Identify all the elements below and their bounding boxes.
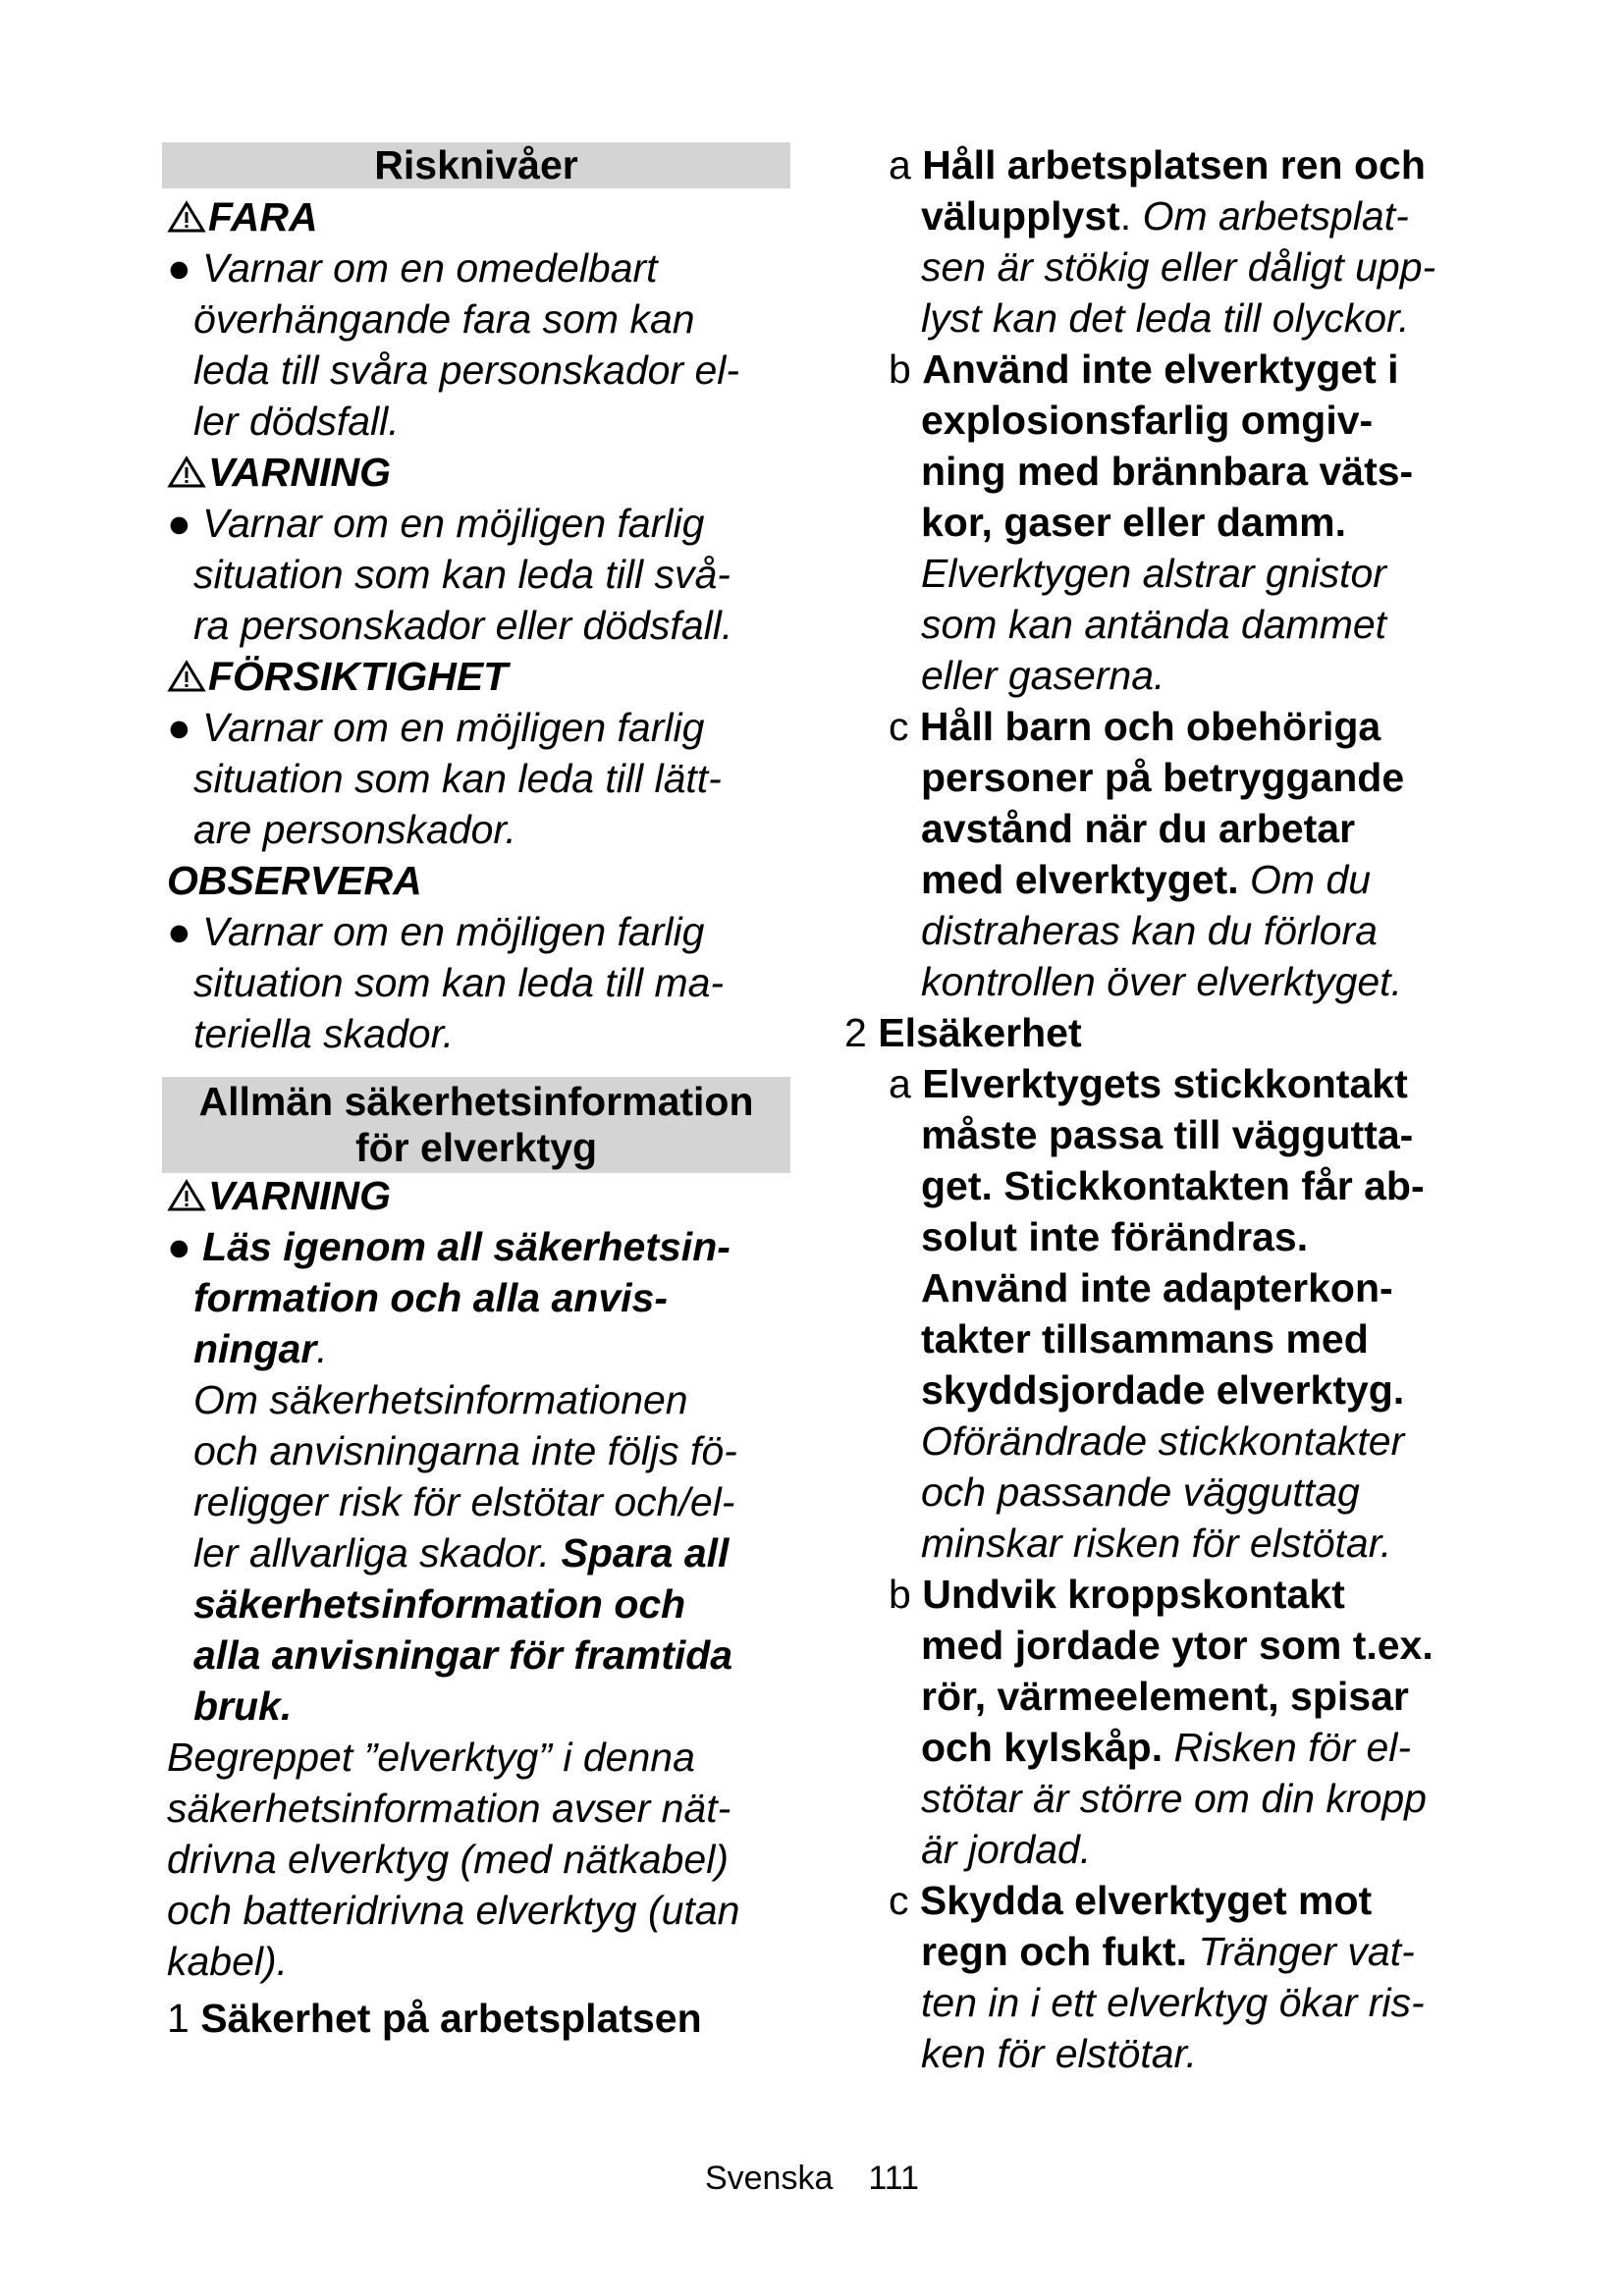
text-line: are personskador.	[193, 807, 516, 852]
text-line: med elverktyget. Om du	[921, 857, 1372, 902]
text-line: drivna elverktyg (med nätkabel)	[167, 1837, 729, 1882]
heading-line: Allmän säkerhetsinformation	[198, 1079, 754, 1124]
text-line: Använd inte adapterkon-	[921, 1265, 1393, 1310]
text-line: stötar är större om din kropp	[921, 1776, 1427, 1821]
text-line: säkerhetsinformation avser nät-	[167, 1786, 731, 1831]
text-line: situation som kan leda till ma-	[193, 960, 725, 1005]
text-line: ken för elstötar.	[921, 2031, 1198, 2076]
text-line: takter tillsammans med	[921, 1316, 1369, 1362]
text-line: ningar.	[193, 1326, 328, 1371]
page-number: 111	[868, 2160, 920, 2197]
heading-line: för elverktyg	[354, 1125, 598, 1170]
text-line: regn och fukt. Tränger vat-	[921, 1929, 1415, 1974]
list-item-1b: b Använd inte elverktyget i	[889, 347, 1399, 392]
hazard-label-varning: VARNING	[167, 447, 391, 498]
text-line: skyddsjordade elverktyg.	[921, 1367, 1405, 1413]
text-line: Om säkerhetsinformationen	[193, 1377, 688, 1422]
text-line: religger risk för elstötar och/el-	[193, 1479, 735, 1524]
section-heading-2: 2 Elsäkerhet	[844, 1010, 1082, 1055]
text-line: med jordade ytor som t.ex.	[921, 1623, 1434, 1668]
heading-risk-levels: Risknivåer	[162, 142, 790, 188]
page-footer	[0, 2160, 1624, 2198]
section-heading-1: 1 Säkerhet på arbetsplatsen	[167, 1996, 702, 2041]
text-line: kabel).	[167, 1939, 289, 1984]
text-line: lyst kan det leda till olyckor.	[921, 295, 1410, 341]
text-line: explosionsfarlig omgiv-	[921, 398, 1374, 443]
text-line: ler dödsfall.	[193, 399, 400, 444]
hazard-label-observera: OBSERVERA	[167, 858, 422, 903]
text-line: solut inte förändras.	[921, 1214, 1309, 1259]
heading-general-safety	[162, 1077, 790, 1173]
bullet-line: ● Varnar om en möjligen farlig	[167, 909, 705, 954]
text-line: överhängande fara som kan	[193, 296, 695, 342]
text-line: teriella skador.	[193, 1011, 455, 1056]
text-line: rör, värmeelement, spisar	[921, 1674, 1409, 1719]
footer-language: Svenska	[704, 2160, 834, 2197]
text-line: och passande vägguttag	[921, 1469, 1360, 1515]
warning-triangle-icon	[167, 200, 206, 234]
list-item-1c: c Håll barn och obehöriga	[889, 704, 1381, 749]
text-line: och anvisningarna inte följs fö-	[193, 1428, 737, 1473]
hazard-label-fara: FARA	[167, 191, 318, 242]
warning-triangle-icon	[167, 1179, 206, 1212]
warning-triangle-icon	[167, 660, 206, 693]
warning-triangle-icon	[167, 455, 206, 489]
text-line: personer på betryggande	[921, 755, 1405, 800]
text-line: är jordad.	[921, 1827, 1092, 1872]
text-line: sen är stökig eller dåligt upp-	[921, 244, 1436, 290]
text-line: ning med brännbara väts-	[921, 449, 1414, 494]
text-line: alla anvisningar för framtida	[193, 1632, 733, 1678]
text-line: ra personskador eller dödsfall.	[193, 603, 733, 648]
text-line: ler allvarliga skador. Spara all	[193, 1530, 730, 1575]
text-line: Begreppet ”elverktyg” i denna	[167, 1735, 695, 1780]
text-line: Oförändrade stickkontakter	[921, 1418, 1405, 1464]
text-line: kontrollen över elverktyget.	[921, 959, 1402, 1004]
text-line: välupplyst. Om arbetsplat-	[921, 193, 1409, 239]
text-line: och batteridrivna elverktyg (utan	[167, 1888, 740, 1933]
text-line: situation som kan leda till lätt-	[193, 756, 722, 801]
text-line: formation och alla anvis-	[193, 1275, 668, 1320]
list-item-2a: a Elverktygets stickkontakt	[889, 1061, 1408, 1106]
bullet-line: ● Varnar om en omedelbart	[167, 245, 658, 291]
text-line: som kan antända dammet	[921, 602, 1387, 647]
text-line: minskar risken för elstötar.	[921, 1521, 1392, 1566]
text-line: situation som kan leda till svå-	[193, 552, 731, 597]
list-item-2c: c Skydda elverktyget mot	[889, 1878, 1373, 1923]
hazard-label-varning: VARNING	[167, 1170, 391, 1221]
hazard-label-forsiktighet: FÖRSIKTIGHET	[167, 651, 508, 702]
text-line: eller gaserna.	[921, 653, 1165, 698]
text-line: leda till svåra personskador el-	[193, 347, 740, 393]
list-item-2b: b Undvik kroppskontakt	[889, 1572, 1345, 1617]
text-line: bruk.	[193, 1683, 293, 1729]
text-line: ten in i ett elverktyg ökar ris-	[921, 1980, 1425, 2025]
bullet-line: ● Varnar om en möjligen farlig	[167, 705, 705, 750]
text-line: säkerhetsinformation och	[193, 1581, 686, 1627]
bullet-line: ● Varnar om en möjligen farlig	[167, 501, 705, 546]
text-line: avstånd när du arbetar	[921, 806, 1356, 851]
text-line: måste passa till väggutta-	[921, 1112, 1414, 1157]
text-line: Elverktygen alstrar gnistor	[921, 551, 1386, 596]
list-item-1a: a Håll arbetsplatsen ren och	[889, 142, 1426, 187]
text-line: distraheras kan du förlora	[921, 908, 1378, 953]
text-line: get. Stickkontakten får ab-	[921, 1163, 1425, 1208]
text-line: kor, gaser eller damm.	[921, 500, 1347, 545]
bullet-line: ● Läs igenom all säkerhetsin-	[167, 1224, 731, 1269]
text-line: och kylskåp. Risken för el-	[921, 1725, 1412, 1770]
